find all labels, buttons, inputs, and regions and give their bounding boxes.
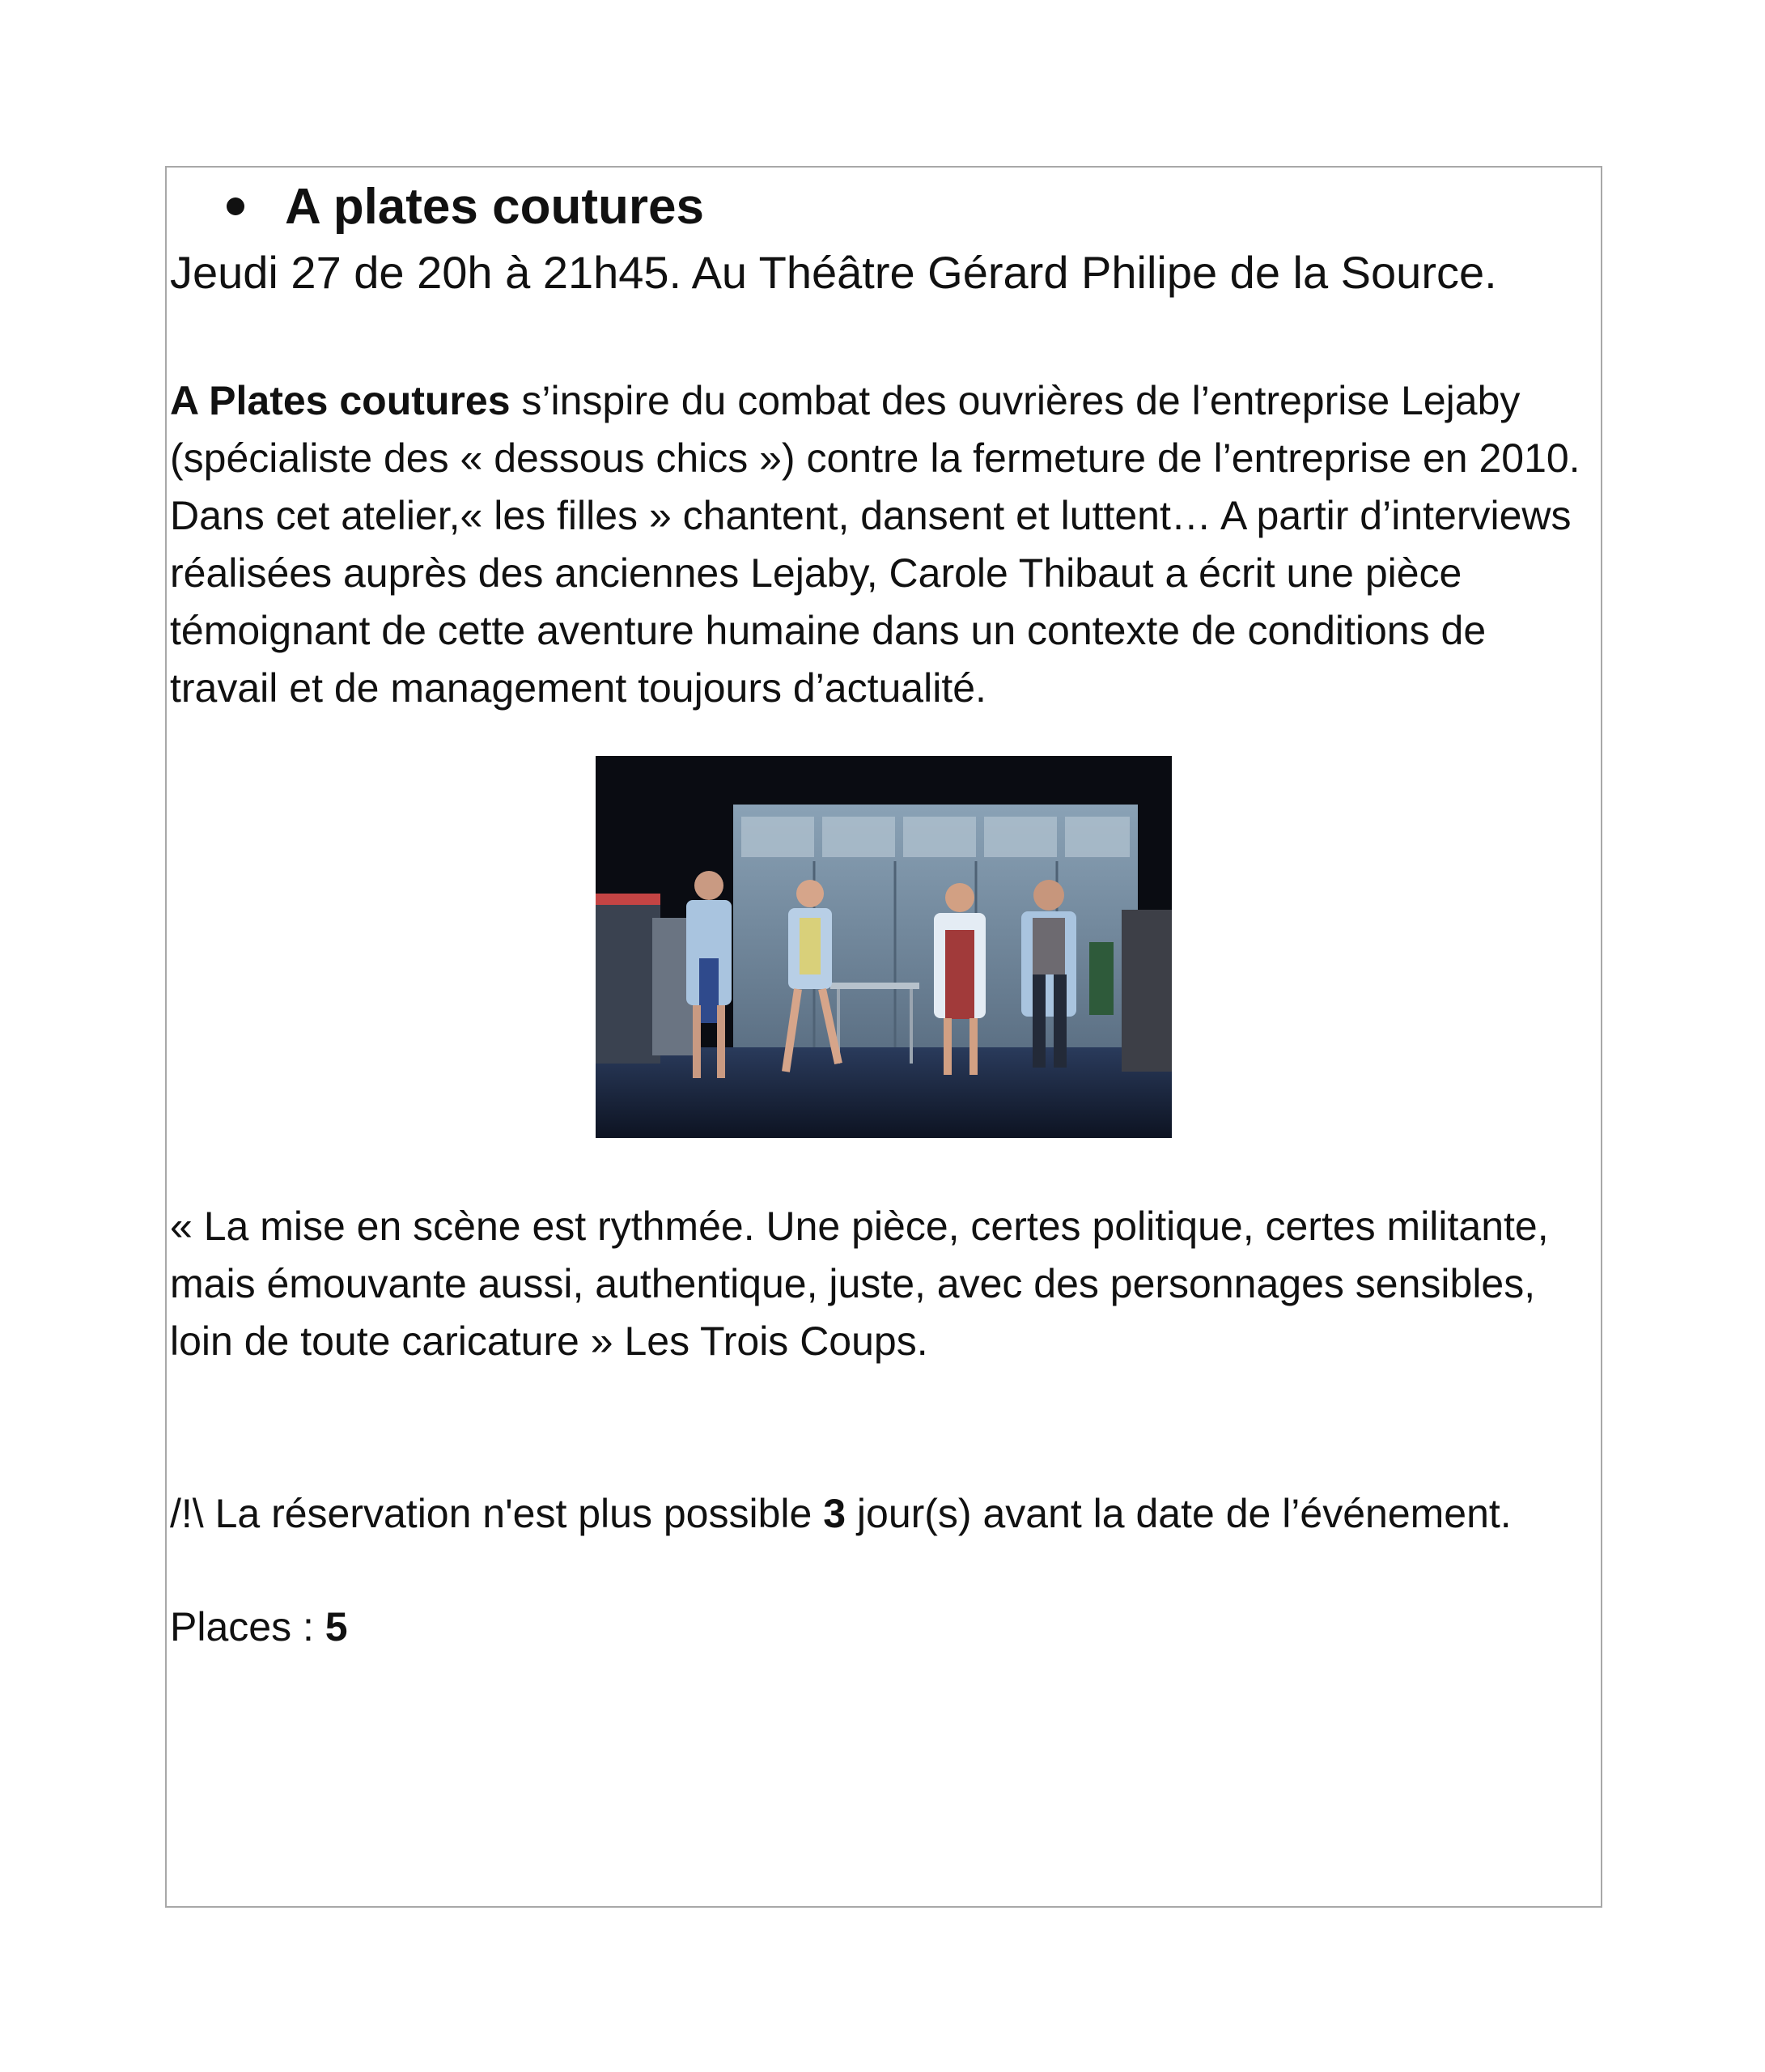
places-label: Places : [170, 1604, 325, 1650]
event-title: A plates coutures [285, 178, 704, 235]
places-value: 5 [325, 1604, 348, 1650]
bullet-icon [227, 197, 244, 215]
notice-days: 3 [823, 1491, 846, 1536]
notice-suffix: jour(s) avant la date de l’événement. [846, 1491, 1512, 1536]
reservation-notice [170, 1485, 1594, 1543]
event-description [170, 372, 1594, 717]
event-schedule: Jeudi 27 de 20h à 21h45. Au Théâtre Gérard Philipe de la Source. [170, 247, 1497, 298]
stage-photo-illustration [596, 756, 1172, 1138]
description-bold: A Plates coutures [170, 378, 511, 423]
event-title-row [227, 170, 704, 243]
description-text: s’inspire du combat des ouvrières de l’entreprise Lejaby (spécialiste des « dessous chics ») contre la fermeture de l’entreprise en 2010. Dans cet atelier,« les filles » chantent, dansent et luttent… A partir d’interviews réalisées auprès des anciennes Lejaby, Carole Thibaut a écrit une pièce témoignant de cette aventure humaine dans un contexte de conditions de travail et de management toujours d’actualité. [170, 378, 1580, 711]
press-quote: « La mise en scène est rythmée. Une pièce, certes politique, certes militante, mais émouvante aussi, authentique, juste, avec des personnages sensibles, loin de toute caricature » Les Trois Coups. [170, 1204, 1549, 1364]
stage-photo [596, 756, 1172, 1138]
places-count [170, 1599, 1594, 1656]
notice-prefix: /!\ La réservation n'est plus possible [170, 1491, 824, 1536]
